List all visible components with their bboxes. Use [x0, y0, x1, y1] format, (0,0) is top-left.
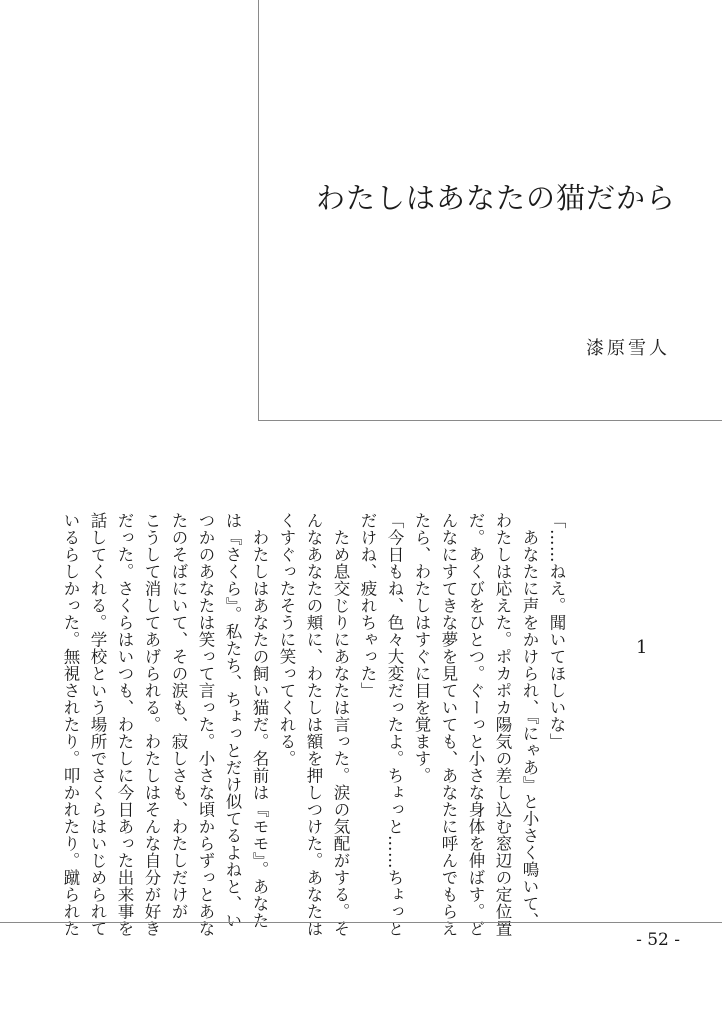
body-line: こうして消してあげられる。わたしはそんな自分が好き: [142, 512, 161, 937]
body-line: だ。あくびをひとつ。ぐーっと小さな身体を伸ばす。ど: [466, 512, 485, 937]
body-line: あなたに声をかけられ、『にゃあ』と小さく鳴いて、: [520, 512, 539, 929]
body-line: だけね、疲れちゃった」: [358, 512, 377, 699]
body-line: は『さくら』。私たち、ちょっとだけ似てるよねと、い: [223, 512, 242, 929]
body-line: つかのあなたは笑って言った。小さな頃からずっとあな: [196, 512, 215, 937]
body-line: わたしは応えた。ポカポカ陽気の差し込む窓辺の定位置: [493, 512, 512, 937]
story-title: わたしはあなたの猫だから: [316, 181, 677, 215]
body-line: くすぐったそうに笑ってくれる。: [277, 512, 296, 767]
body-line: 話してくれる。学校という場所でさくらはいじめられて: [88, 512, 107, 937]
body-line: たのそばにいて、その涙も、寂しさも、わたしだけが: [169, 512, 188, 920]
body-line: んなにすてきな夢を見ていても、あなたに呼んでもらえ: [439, 512, 458, 937]
footer-divider: [0, 922, 722, 923]
body-line: だった。さくらはいつも、わたしに今日あった出来事を: [115, 512, 134, 937]
body-line: わたしはあなたの飼い猫だ。名前は『モモ』。あなた: [250, 512, 269, 929]
body-line: 「今日もね、色々大変だったよ。ちょっと……ちょっと: [385, 512, 404, 937]
body-line: んなあなたの頬に、わたしは額を押しつけた。あなたは: [304, 512, 323, 937]
author-name: 漆原雪人: [586, 338, 670, 359]
body-line: いるらしかった。無視されたり。叩かれたり。蹴られた: [61, 512, 80, 937]
body-line: たら、わたしはすぐに目を覚ます。: [412, 512, 431, 784]
body-line: ため息交じりにあなたは言った。涙の気配がする。そ: [331, 512, 350, 937]
body-line: 「……ねえ。聞いてほしいな」: [547, 512, 566, 750]
story-body: [57, 512, 570, 937]
page-number: - 52 -: [636, 930, 680, 950]
chapter-number: 1: [636, 637, 648, 658]
